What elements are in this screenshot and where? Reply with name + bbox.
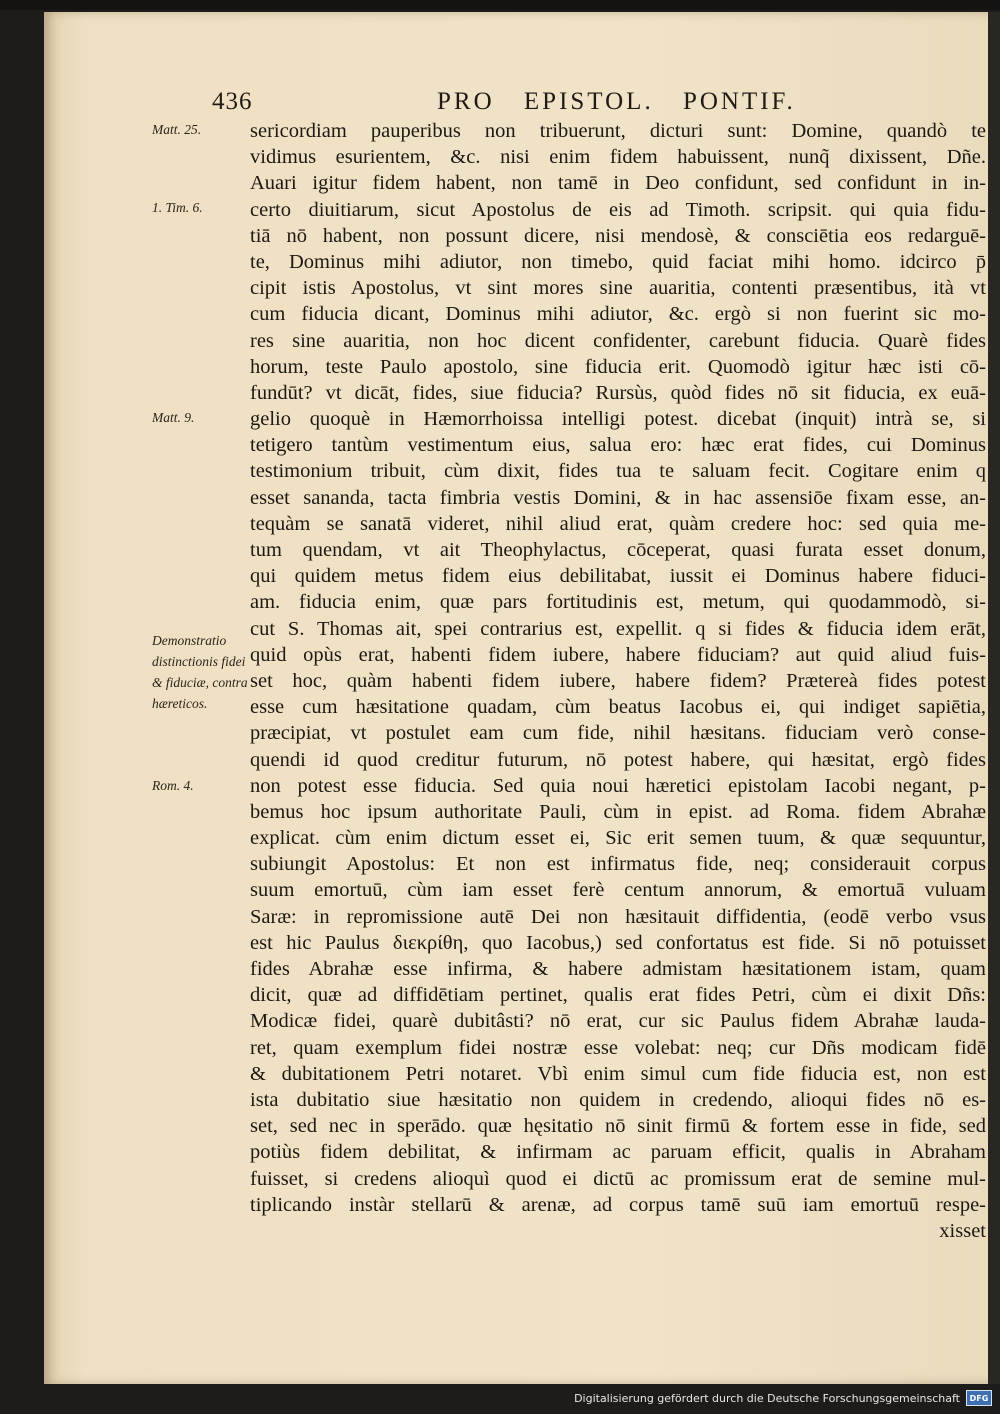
text-line: sericordiam pauperibus non tribuerunt, dicturi sunt: Domine, quandò te <box>250 120 986 142</box>
running-head <box>212 88 828 122</box>
marginal-summary: Demonstratio distinctionis fidei & fiduciæ, contra hæreticos. <box>152 633 248 711</box>
text-line: subiungit Apostolus: Et non est infirmatus fide, neq; considerauit corpus <box>250 853 986 876</box>
running-title-word: PONTIF. <box>682 88 796 115</box>
text-line: dicit, quæ ad diffidētiam pertinet, qualis erat fides Petri, cùm ei dixit Dñs: <box>250 984 986 1007</box>
text-line: ret, quam exemplum fidei nostræ esse volebat: neq; cur Dñs modicam fidē <box>250 1036 986 1059</box>
text-line: Modicæ fidei, quarè dubitâsti? nō erat, cur sic Paulus fidem Abrahæ lauda- <box>250 1010 986 1033</box>
text-line: fides Abrahæ esse infirma, & habere admistam hæsitationem istam, quam <box>250 958 986 980</box>
page-edge <box>988 12 1000 1384</box>
running-title-word: PRO <box>437 88 495 115</box>
text-line: testimonium tribuit, cùm dixit, fides tua te saluam fecit. Cogitare enim q <box>250 460 986 483</box>
marginal-reference: 1. Tim. 6. <box>152 200 203 215</box>
text-line: suum emortuū, cùm iam esset ferè centum annorum, & emortuā vuluam <box>250 879 986 902</box>
text-line: quid opùs erat, habenti fidem iubere, habere fiduciam? aut quid aliud fuis- <box>250 643 986 666</box>
text-line: set, sed nec in sperādo. quæ hęsitatio nō sinit firmū & fortem esse in fide, sed <box>250 1115 986 1138</box>
text-line: am. fiducia enim, quæ pars fortitudinis est, metum, qui quodammodò, si- <box>250 591 986 614</box>
text-line: potiùs fidem debilitat, & infirmam ac paruam efficit, qualis in Abraham <box>250 1141 986 1164</box>
scan-background-top <box>0 0 1000 10</box>
footer-credit: Digitalisierung gefördert durch die Deutsche Forschungsgemeinschaft <box>574 1391 960 1405</box>
text-line: xisset <box>939 1219 986 1242</box>
text-line: tum quendam, vt ait Theophylactus, cōceperat, quasi furata esset donum, <box>250 539 986 561</box>
text-line: cut S. Thomas ait, spei contrarius est, expellit. q si fides & fiducia idem erāt, <box>250 617 986 640</box>
text-line: cipit istis Apostolus, vt sint mores sine auaritia, contenti præsentibus, ità vt <box>250 277 986 300</box>
dfg-logo: DFG <box>966 1390 992 1406</box>
text-line: esse cum hæsitatione quadam, cùm beatus Iacobus ei, qui indiget sapiētia, <box>250 696 986 719</box>
marginal-reference: Matt. 25. <box>152 122 202 137</box>
marginal-reference: Rom. 4. <box>152 778 194 793</box>
running-title <box>437 88 816 116</box>
text-line: explicat. cùm enim dictum esset ei, Sic erit semen tuum, & quæ sequuntur, <box>250 827 986 850</box>
text-line: fundūt? vt dicāt, fides, siue fiducia? Rursùs, quòd fides nō sit fiducia, ex euā- <box>250 381 986 404</box>
text-line: tequàm se sanatā videret, nihil aliud erat, quàm credere hoc: sed quia me- <box>250 512 986 535</box>
text-line: præcipiat, vt postulet eam cum fide, nihil hæsitans. fiduciam verò conse- <box>250 722 986 745</box>
text-line: te, Dominus mihi adiutor, non timebo, quid faciat mihi homo. idcirco p̄ <box>250 250 986 273</box>
text-line: gelio quoquè in Hæmorrhoissa intelligi potest. dicebat (inquit) intrà se, si <box>250 408 986 431</box>
running-title-word: EPISTOL. <box>523 88 654 115</box>
text-line: ista dubitatio siue hæsitatio non quidem in credendo, alioqui fides nō es- <box>250 1088 986 1111</box>
text-line: esset sananda, tacta fimbria vestis Domini, & in hac assensiōe fixam esse, an- <box>250 486 986 509</box>
text-line: est hic Paulus διεκρίθη, quo Iacobus,) sed confortatus est fide. Si nō potuisset <box>250 931 986 954</box>
text-line: bemus hoc ipsum authoritate Pauli, cùm in epist. ad Roma. fidem Abrahæ <box>250 800 986 823</box>
text-line: set hoc, quàm habenti fidem iubere, habere fidem? Prætereà fides potest <box>250 669 986 692</box>
text-line: cum fiducia dicant, Dominus mihi adiutor, &c. ergò si non fuerint sic mo- <box>250 303 986 326</box>
text-line: tiā nō habent, non possunt dicere, nisi mendosè, & consciētia eos redarguē- <box>250 224 986 247</box>
text-line: Saræ: in repromissione autē Dei non hæsitauit diffidentia, (eodē verbo vsus <box>250 905 986 928</box>
text-line: tetigero tantùm vestimentum eius, salua ero: hæc erat fides, cui Dominus <box>250 434 986 457</box>
text-line: tiplicando instàr stellarū & arenæ, ad corpus tamē suū iam emortuū respe- <box>250 1193 986 1216</box>
text-line: certo diuitiarum, sicut Apostolus de eis ad Timoth. scripsit. qui quia fidu- <box>250 198 986 221</box>
text-line: & dubitationem Petri notaret. Vbì enim simul cum fide fiducia est, non est <box>250 1062 986 1085</box>
page-number: 436 <box>212 88 253 115</box>
body-text <box>250 118 986 1244</box>
text-line: Auari igitur fidem habent, non tamē in Deo confidunt, sed confidunt in in- <box>250 172 986 195</box>
text-line: non potest esse fiducia. Sed quia noui hæretici epistolam Iacobi negant, p- <box>250 774 986 797</box>
text-line: qui quidem metus fidem eius debilitabat, iussit ei Dominus habere fiduci- <box>250 565 986 588</box>
text-line: quendi id quod creditur futurum, nō potest habere, qui hæsitat, ergò fides <box>250 748 986 771</box>
text-line: vidimus esurientem, &c. nisi enim fidem habuissent, nunq̃ dixissent, Dñe. <box>250 146 986 169</box>
marginal-reference: Matt. 9. <box>152 410 195 425</box>
text-line: horum, teste Paulo apostolo, sine fiducia erit. Quomodò igitur hæc isti cō- <box>250 355 986 378</box>
text-line: fuisset, si credens alioquì quod ei dictū ac promissum erat de semine mul- <box>250 1167 986 1190</box>
text-line: res sine auaritia, non hoc dicent confidenter, carebunt fiducia. Quarè fides <box>250 329 986 352</box>
digitization-footer <box>574 1388 992 1408</box>
